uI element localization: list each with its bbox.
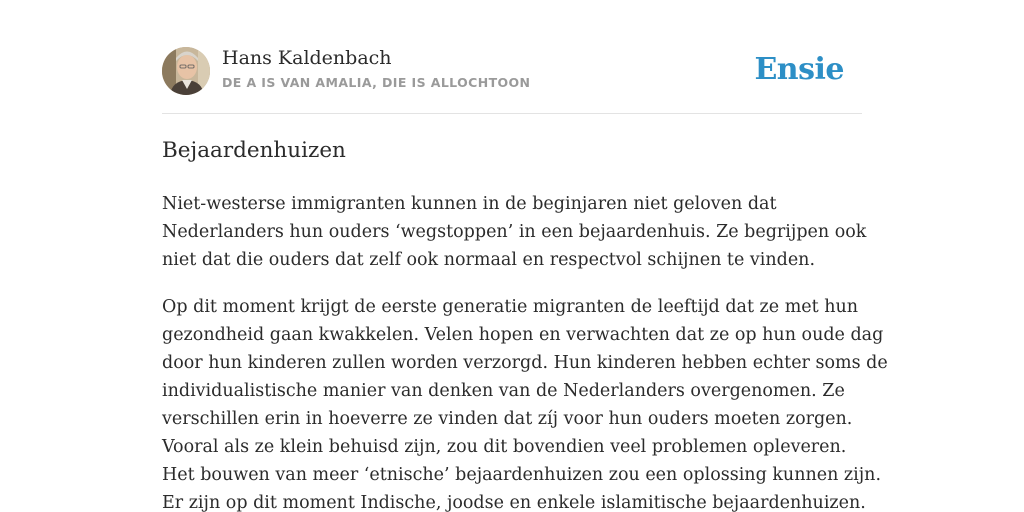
text-line: Er zijn op dit moment Indische, joodse en enkele islamitische bejaardenhuizen. [162,493,866,512]
text-line: individualistische manier van denken van de Nederlanders overgenomen. Ze [162,381,845,401]
text-line: Op dit moment krijgt de eerste generatie migranten de leeftijd dat ze met hun [162,297,859,317]
article-body [162,190,888,512]
author-header [162,46,862,96]
paragraph [162,293,888,512]
text-line: Vooral als ze klein behuisd zijn, zou dit bovendien veel problemen opleveren. [162,437,847,457]
text-line: gezondheid gaan kwakkelen. Velen hopen en verwachten dat ze op hun oude dag [162,325,884,345]
text-line: niet dat die ouders dat zelf ook normaal en respectvol schijnen te vinden. [162,250,816,270]
paragraph [162,190,867,274]
text-line: Niet-westerse immigranten kunnen in de beginjaren niet geloven dat [162,194,777,214]
text-line: Nederlanders hun ouders ‘wegstoppen’ in een bejaardenhuis. Ze begrijpen ook [162,222,867,242]
text-line: Het bouwen van meer ‘etnische’ bejaardenhuizen zou een oplossing kunnen zijn. [162,465,882,485]
book-title[interactable]: DE A IS VAN AMALIA, DIE IS ALLOCHTOON [222,75,531,90]
article-title: Bejaardenhuizen [162,138,346,163]
header-divider [162,113,862,114]
ensie-logo[interactable]: Ensie [754,52,844,87]
text-line: verschillen erin in hoeverre ze vinden dat zíj voor hun ouders moeten zorgen. [162,409,853,429]
author-name[interactable]: Hans Kaldenbach [222,47,392,69]
author-avatar[interactable] [162,47,210,95]
text-line: door hun kinderen zullen worden verzorgd. Hun kinderen hebben echter soms de [162,353,888,373]
author-photo [162,47,210,95]
